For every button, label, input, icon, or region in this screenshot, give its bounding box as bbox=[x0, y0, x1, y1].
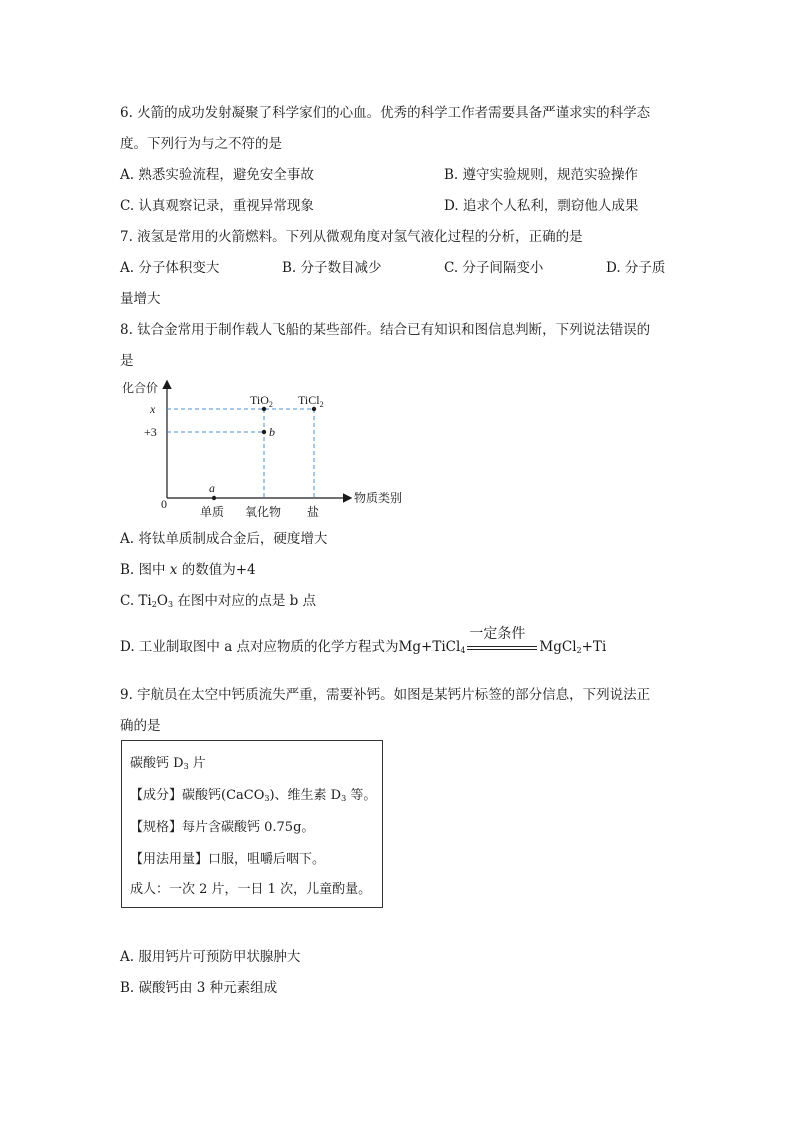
label-ticl2: TiCl$_2$ bbox=[298, 393, 324, 409]
q9-stem-line1: 9. 宇航员在太空中钙质流失严重，需要补钙。如图是某钙片标签的部分信息，下列说法正 bbox=[120, 687, 651, 703]
q8-option-c: C. $Ti_2O_3$ 在图中对应的点是 b 点 bbox=[120, 593, 317, 609]
calcium-tablet-label bbox=[121, 740, 383, 908]
x-cat-element: 单质 bbox=[200, 505, 225, 519]
reaction-condition-equals: 一定条件 bbox=[467, 638, 537, 656]
label-usage: 【用法用量】口服，咀嚼后咽下。 bbox=[130, 852, 326, 867]
y-axis-label: 化合价 bbox=[122, 381, 159, 395]
q6-option-d: D. 追求个人私利，剽窃他人成果 bbox=[444, 198, 639, 214]
q8-option-a: A. 将钛单质制成合金后，硬度增大 bbox=[120, 531, 328, 547]
x-axis-label: 物质类别 bbox=[354, 491, 403, 505]
q6-option-a: A. 熟悉实验流程，避免安全事故 bbox=[120, 167, 314, 183]
valence-category-graph bbox=[120, 376, 420, 522]
q8-option-b: B. 图中 x 的数值为+4 bbox=[120, 562, 256, 578]
q8-option-d: D. 工业制取图中 a 点对应物质的化学方程式为Mg+TiCl$_4$ 一定条件 MgCl$_2$+Ti bbox=[120, 626, 607, 655]
q7-option-d-wrap: 量增大 bbox=[120, 291, 161, 307]
point-b bbox=[262, 430, 266, 434]
point-ticl2 bbox=[312, 407, 316, 411]
q9-option-b: B. 碳酸钙由 3 种元素组成 bbox=[120, 980, 278, 996]
q6-option-b: B. 遵守实验规则，规范实验操作 bbox=[444, 167, 639, 183]
label-spec: 【规格】每片含碳酸钙 0.75g。 bbox=[130, 820, 315, 835]
q6-stem-line2: 度。下列行为与之不符的是 bbox=[120, 136, 282, 152]
q7-option-a: A. 分子体积变大 bbox=[120, 260, 220, 276]
q9-stem-line2: 确的是 bbox=[120, 718, 161, 734]
y-tick-x: x bbox=[150, 402, 156, 416]
graph-svg bbox=[120, 376, 420, 522]
label-ingredients: 【成分】碳酸钙(CaCO$_3$)、维生素 $D_3$ 等。 bbox=[130, 788, 377, 803]
x-cat-oxide: 氧化物 bbox=[245, 505, 282, 519]
label-b: b bbox=[269, 425, 275, 439]
point-a bbox=[212, 496, 216, 500]
q6-option-c: C. 认真观察记录，重视异常现象 bbox=[120, 198, 314, 214]
label-tio2: TiO$_2$ bbox=[250, 393, 273, 409]
q7-option-b: B. 分子数目减少 bbox=[282, 260, 382, 276]
y-tick-plus3: +3 bbox=[144, 425, 157, 439]
q9-option-a: A. 服用钙片可预防甲状腺肿大 bbox=[120, 949, 301, 965]
origin-label: 0 bbox=[161, 497, 167, 511]
q7-stem: 7. 液氢是常用的火箭燃料。下列从微观角度对氢气液化过程的分析，正确的是 bbox=[120, 229, 583, 245]
q7-option-c: C. 分子间隔变小 bbox=[444, 260, 544, 276]
q8-stem-line2: 是 bbox=[120, 353, 134, 369]
q7-option-d: D. 分子质 bbox=[606, 260, 666, 276]
point-tio2 bbox=[262, 407, 266, 411]
label-dose: 成人：一次 2 片，一日 1 次，儿童酌量。 bbox=[130, 882, 372, 897]
label-a: a bbox=[209, 481, 215, 495]
q6-stem-line1: 6. 火箭的成功发射凝聚了科学家们的心血。优秀的科学工作者需要具备严谨求实的科学态 bbox=[120, 105, 651, 121]
label-title: 碳酸钙 $D_3$ 片 bbox=[130, 756, 206, 771]
x-cat-salt: 盐 bbox=[307, 505, 320, 519]
q8-stem-line1: 8. 钛合金常用于制作载人飞船的某些部件。结合已有知识和图信息判断，下列说法错误的 bbox=[120, 322, 651, 338]
